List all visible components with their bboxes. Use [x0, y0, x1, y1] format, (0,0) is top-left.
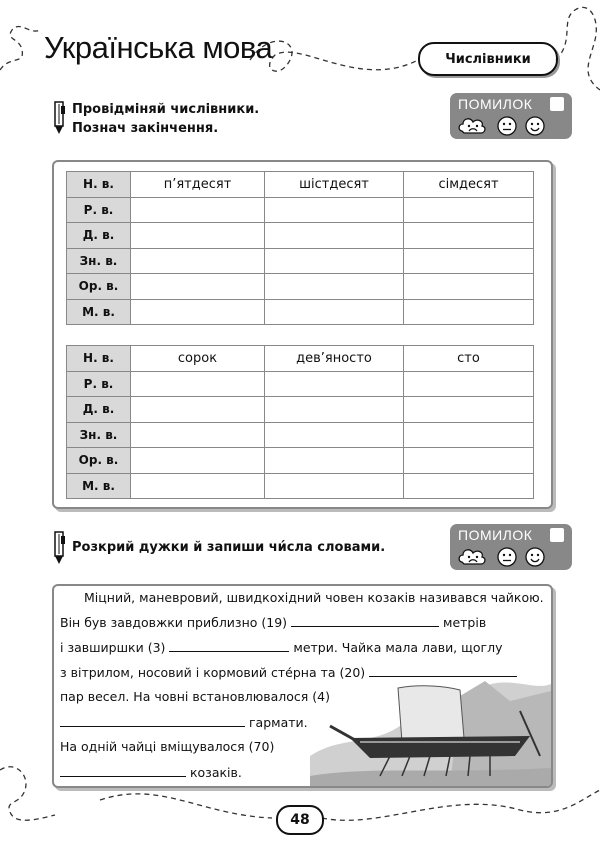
case-label: Р. в.	[67, 197, 131, 223]
table-row	[67, 346, 534, 372]
task1-instruction-line1: Провідміняй числівники.	[72, 102, 260, 117]
declension-table-2	[66, 345, 534, 499]
answer-cell[interactable]	[404, 299, 534, 325]
text-segment: Міцний, маневровий, швидкохідний човен козаків називався чайкою.	[84, 590, 544, 605]
answer-cell[interactable]	[265, 197, 404, 223]
text-segment: з вітрилом, носовий і кормовий сте́рна та (20)	[60, 665, 366, 680]
numeral-header: сорок	[131, 346, 265, 372]
table-row	[67, 172, 534, 198]
pencil-icon	[50, 530, 68, 566]
table-row	[67, 397, 534, 423]
page-number: 48	[276, 805, 324, 835]
cloud-face-icon[interactable]	[459, 550, 485, 564]
text-line-7	[60, 739, 274, 754]
numeral-header: дев’яносто	[265, 346, 404, 372]
text-line-2	[60, 614, 486, 630]
numeral-header: п’ятдесят	[131, 172, 265, 198]
errors-box	[450, 524, 572, 570]
answer-cell[interactable]	[404, 422, 534, 448]
case-label: М. в.	[67, 473, 131, 499]
numeral-header: сто	[404, 346, 534, 372]
mood-faces	[458, 115, 568, 137]
declension-table-1	[66, 171, 534, 325]
errors-label: ПОМИЛОК	[458, 96, 533, 112]
text-line-5	[60, 689, 330, 704]
answer-cell[interactable]	[131, 299, 265, 325]
task1-instruction	[72, 100, 259, 138]
answer-cell[interactable]	[265, 397, 404, 423]
table-row	[67, 274, 534, 300]
case-label: М. в.	[67, 299, 131, 325]
table-row	[67, 223, 534, 249]
answer-cell[interactable]	[404, 223, 534, 249]
page-title: Українська мова	[44, 30, 273, 65]
text-segment: і завширшки (3)	[60, 640, 166, 655]
text-line-6	[60, 714, 308, 730]
table-row	[67, 299, 534, 325]
text-segment: гармати.	[248, 715, 308, 730]
errors-count-box[interactable]	[550, 528, 564, 542]
text-line-4	[60, 664, 517, 680]
mood-faces	[458, 546, 568, 568]
answer-cell[interactable]	[131, 473, 265, 499]
text-segment: метрів	[443, 615, 487, 630]
text-segment: пар весел. На човні встановлювалося (4)	[60, 689, 330, 704]
answer-cell[interactable]	[265, 448, 404, 474]
table-row	[67, 422, 534, 448]
answer-cell[interactable]	[404, 248, 534, 274]
answer-blank[interactable]	[291, 614, 439, 627]
answer-cell[interactable]	[265, 473, 404, 499]
answer-cell[interactable]	[131, 448, 265, 474]
text-line-8	[60, 764, 242, 780]
table-row	[67, 197, 534, 223]
task2-instruction: Розкрий дужки й запиши чи́сла словами.	[72, 540, 386, 555]
case-label: Н. в.	[67, 172, 131, 198]
answer-cell[interactable]	[131, 223, 265, 249]
table-row	[67, 448, 534, 474]
answer-cell[interactable]	[404, 448, 534, 474]
neutral-face-icon[interactable]	[498, 548, 516, 566]
topic-badge: Числівники	[418, 42, 558, 76]
numeral-header: сімдесят	[404, 172, 534, 198]
answer-blank[interactable]	[60, 714, 245, 727]
answer-cell[interactable]	[404, 397, 534, 423]
text-segment: На одній чайці вміщувалося (70)	[60, 739, 275, 754]
text-segment: козаків.	[189, 765, 242, 780]
text-line-1	[84, 590, 544, 605]
smile-face-icon[interactable]	[526, 117, 544, 135]
text-segment: Він був завдовжки приблизно (19)	[60, 615, 288, 630]
errors-box	[450, 93, 572, 139]
answer-cell[interactable]	[265, 299, 404, 325]
answer-cell[interactable]	[404, 197, 534, 223]
table-row	[67, 248, 534, 274]
errors-label: ПОМИЛОК	[458, 527, 533, 543]
smile-face-icon[interactable]	[526, 548, 544, 566]
case-label: Ор. в.	[67, 448, 131, 474]
pencil-icon	[50, 100, 68, 136]
answer-cell[interactable]	[265, 371, 404, 397]
answer-cell[interactable]	[131, 397, 265, 423]
case-label: Зн. в.	[67, 422, 131, 448]
answer-blank[interactable]	[60, 764, 186, 777]
table-row	[67, 473, 534, 499]
answer-cell[interactable]	[131, 197, 265, 223]
answer-cell[interactable]	[131, 371, 265, 397]
case-label: Ор. в.	[67, 274, 131, 300]
numeral-header: шістдесят	[265, 172, 404, 198]
answer-cell[interactable]	[265, 248, 404, 274]
answer-blank[interactable]	[169, 639, 289, 652]
answer-cell[interactable]	[131, 248, 265, 274]
case-label: Зн. в.	[67, 248, 131, 274]
answer-cell[interactable]	[131, 422, 265, 448]
answer-cell[interactable]	[265, 422, 404, 448]
answer-cell[interactable]	[265, 274, 404, 300]
answer-cell[interactable]	[265, 223, 404, 249]
answer-cell[interactable]	[404, 371, 534, 397]
answer-cell[interactable]	[404, 473, 534, 499]
errors-count-box[interactable]	[550, 97, 564, 111]
answer-blank[interactable]	[369, 664, 517, 677]
text-line-3	[60, 639, 503, 655]
case-label: Д. в.	[67, 223, 131, 249]
text-segment: метри. Чайка мала лави, щоглу	[293, 640, 503, 655]
case-label: Н. в.	[67, 346, 131, 372]
case-label: Р. в.	[67, 371, 131, 397]
cloud-face-icon[interactable]	[459, 119, 485, 133]
neutral-face-icon[interactable]	[498, 117, 516, 135]
table-row	[67, 371, 534, 397]
task1-instruction-line2: Познач закінчення.	[72, 121, 219, 136]
answer-cell[interactable]	[131, 274, 265, 300]
case-label: Д. в.	[67, 397, 131, 423]
answer-cell[interactable]	[404, 274, 534, 300]
